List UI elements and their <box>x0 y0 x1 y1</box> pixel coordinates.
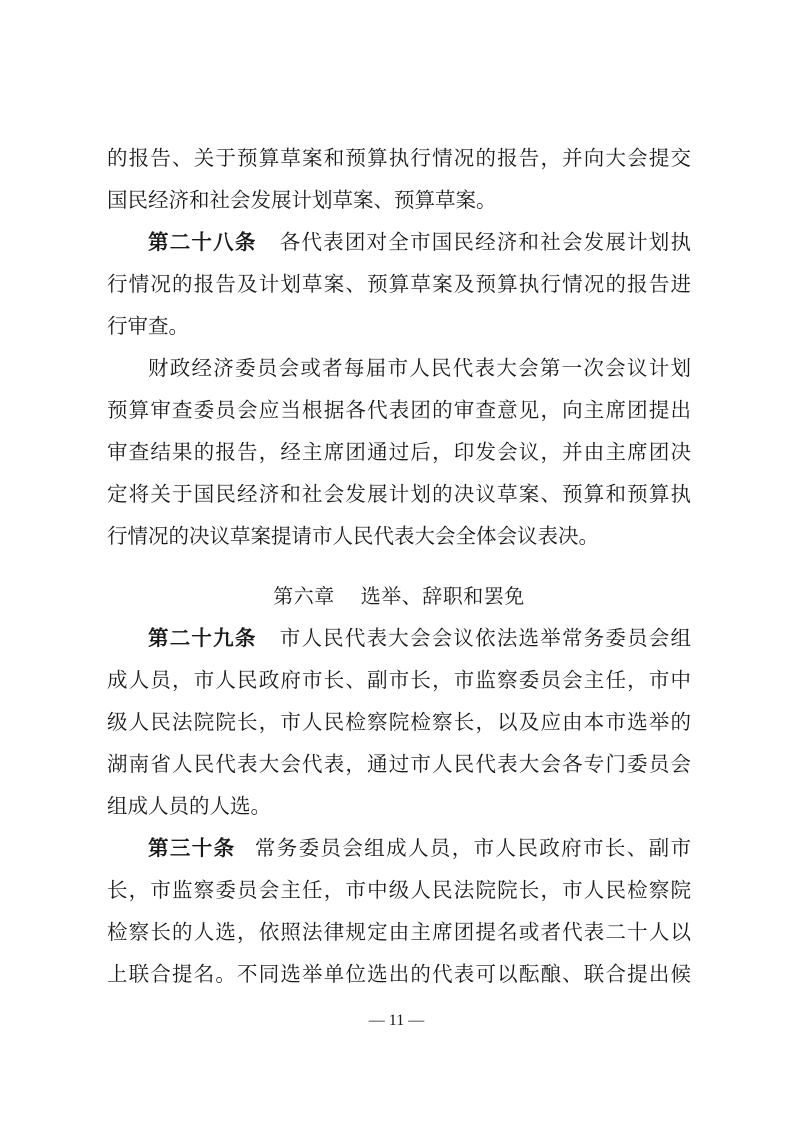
chapter-title: 选举、辞职和罢免 <box>360 584 525 608</box>
article-30-first-line <box>107 827 691 869</box>
text-line: 预算审查委员会应当根据各代表团的审查意见，向主席团提出 <box>107 398 691 422</box>
chapter-heading <box>107 575 691 617</box>
text-line: 行情况的报告及计划草案、预算草案及预算执行情况的报告进 <box>107 272 691 296</box>
text-line: 定将关于国民经济和社会发展计划的决议草案、预算和预算执 <box>107 482 691 506</box>
article-29-first-line <box>107 617 691 659</box>
text-line: 组成人员的人选。 <box>107 794 271 818</box>
article-number: 第二十九条 <box>148 626 257 650</box>
text-line: 检察长的人选，依照法律规定由主席团提名或者代表二十人以 <box>107 920 691 944</box>
text-line: 国民经济和社会发展计划草案、预算草案。 <box>107 188 497 212</box>
text-line: 上联合提名。不同选举单位选出的代表可以酝酿、联合提出候 <box>107 962 691 986</box>
text-line: 级人民法院院长，市人民检察院检察长，以及应由本市选举的 <box>107 710 691 734</box>
chapter-number: 第六章 <box>273 584 335 608</box>
text-line: 财政经济委员会或者每届市人民代表大会第一次会议计划 <box>148 356 691 380</box>
text-line: 成人员，市人民政府市长、副市长，市监察委员会主任，市中 <box>107 668 691 692</box>
article-number: 第三十条 <box>148 836 236 860</box>
spacer <box>107 557 691 575</box>
text-line: 常务委员会组成人员，市人民政府市长、副市 <box>253 836 691 860</box>
text-line: 市人民代表大会会议依法选举常务委员会组 <box>278 626 692 650</box>
text-line: 的报告、关于预算草案和预算执行情况的报告，并向大会提交 <box>107 146 691 170</box>
text-line: 审查结果的报告，经主席团通过后，印发会议，并由主席团决 <box>107 440 691 464</box>
page-number: — 11 — <box>368 1012 425 1029</box>
article-number: 第二十八条 <box>148 230 257 254</box>
text-line: 各代表团对全市国民经济和社会发展计划执 <box>278 230 692 254</box>
text-line: 行情况的决议草案提请市人民代表大会全体会议表决。 <box>107 524 599 548</box>
text-line: 行审查。 <box>107 314 189 338</box>
text-line: 湖南省人民代表大会代表，通过市人民代表大会各专门委员会 <box>107 752 691 776</box>
document-body <box>107 137 691 995</box>
article-28-first-line <box>107 221 691 263</box>
text-line: 长，市监察委员会主任，市中级人民法院院长，市人民检察院 <box>107 878 691 902</box>
